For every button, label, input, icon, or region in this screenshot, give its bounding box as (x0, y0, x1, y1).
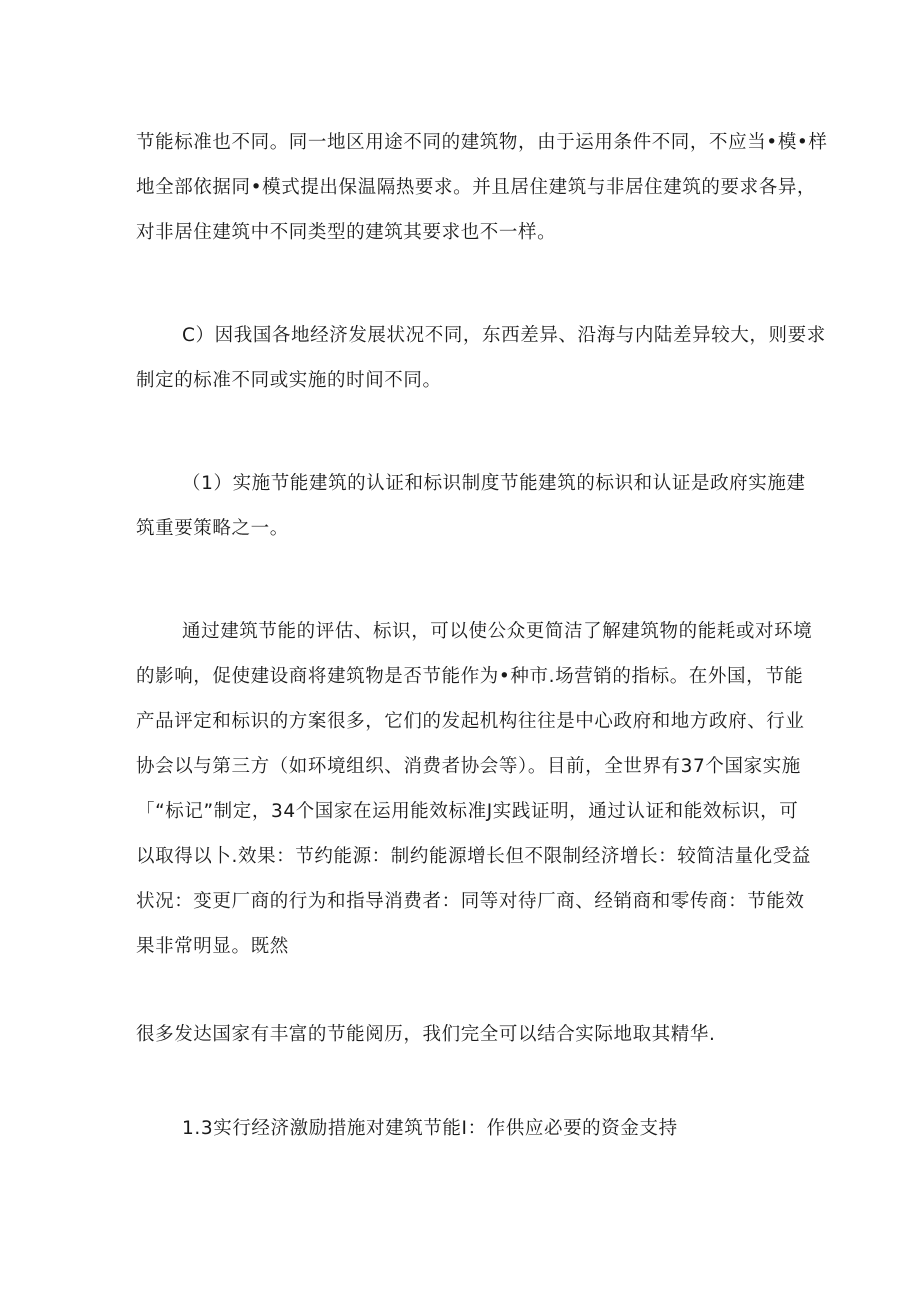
text-line: 产品评定和标识的方案很多，它们的发起机构往往是中心政府和地方政府、行业 (136, 711, 805, 732)
paragraph-certification-system (136, 461, 806, 551)
heading-text: 1.3实行经济激励措施对建筑节能I：作供应必要的资金支持 (182, 1118, 678, 1139)
paragraph-learn-from-developed (136, 1012, 788, 1057)
paragraph-evaluation-labeling (136, 609, 813, 969)
text-line: 「“标记”制定，34个国家在运用能效标准J实践证明，通过认证和能效标识，可 (136, 801, 799, 822)
text-line: 协会以与第三方（如环境组织、消费者协会等）。目前，全世界有37个国家实施 (136, 756, 801, 777)
text-line: 以取得以卜.效果：节约能源：制约能源增长但不限制经济增长：较简洁量化受益 (136, 846, 811, 867)
text-line: 制定的标准不同或实施的时间不同。 (136, 370, 442, 391)
text-line: 对非居住建筑中不同类型的建筑其要求也不一样。 (136, 222, 557, 243)
paragraph-standards-differ (136, 120, 828, 255)
section-heading-1-3 (136, 1106, 788, 1151)
text-line: 节能标准也不同。同一地区用途不同的建筑物，由于运用条件不同，不应当•模•样 (136, 132, 828, 153)
text-line: 状况：变更厂商的行为和指导消费者：同等对待厂商、经销商和零传商：节能效 (136, 891, 805, 912)
text-line: 通过建筑节能的评估、标识，可以使公众更简洁了解建筑物的能耗或对环境 (182, 621, 813, 642)
text-line: 地全部依据同•模式提出保温隔热要求。并且居住建筑与非居住建筑的要求各异， (136, 177, 817, 198)
text-line: 筑重要策略之一。 (136, 518, 289, 539)
text-line: C）因我国各地经济发展状况不同，东西差异、沿海与内陆差异较大，则要求 (182, 325, 826, 346)
paragraph-regional-differences (136, 313, 826, 403)
text-line: 的影响，促使建设商将建筑物是否节能作为•种市.场营销的指标。在外国，节能 (136, 666, 804, 687)
text-line: 果非常明显。既然 (136, 936, 289, 957)
text-line: （1）实施节能建筑的认证和标识制度节能建筑的标识和认证是政府实施建 (182, 473, 806, 494)
text-line: 很多发达国家有丰富的节能阅历，我们完全可以结合实际地取其精华. (136, 1024, 716, 1045)
